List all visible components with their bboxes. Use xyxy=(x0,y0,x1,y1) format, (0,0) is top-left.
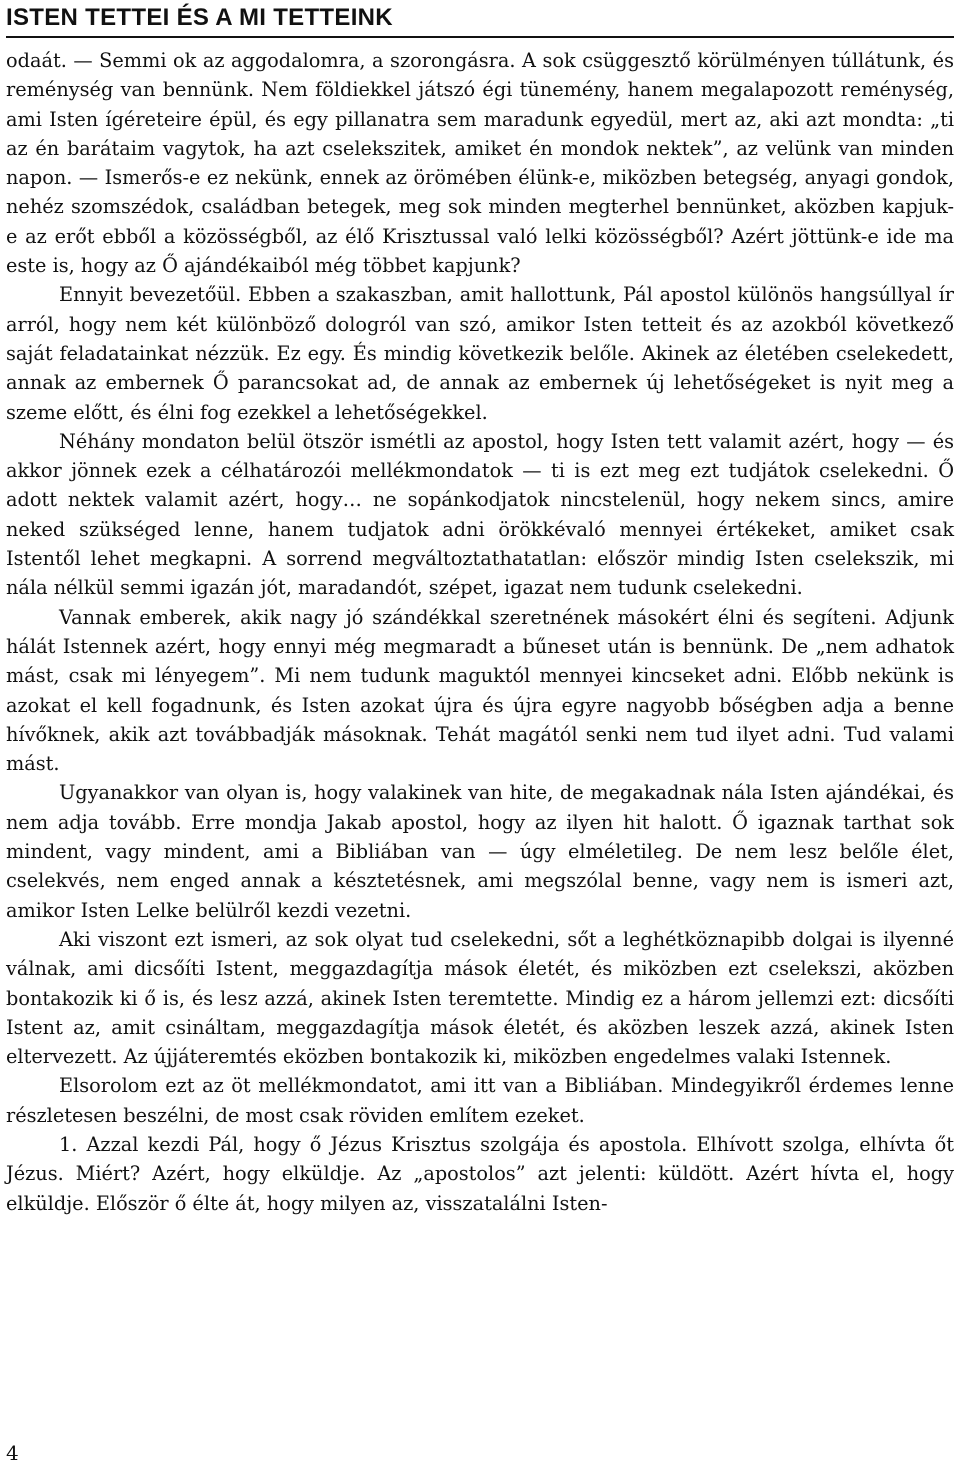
paragraph: Vannak emberek, akik nagy jó szándékkal szeretnének másokért élni és segíteni. Adjunk hálát Istennek azért, hogy ennyi még megmaradt a bűneset után is bennünk. De „nem adhatok mást, csak mi lényegem”. Mi nem tudunk maguktól mennyei kincseket adni. Előbb nekünk is azokat el kell fogadnunk, és Isten azokat újra és újra egyre nagyobb bőségben adja a benne hívőknek, akik azt továbbadják másoknak. Tehát magától senki nem tud ilyet adni. Tud valami mást. xyxy=(6,605,954,776)
paragraph: Néhány mondaton belül ötször ismétli az apostol, hogy Isten tett valamit azért, hogy — és akkor jönnek ezek a célhatározói mellékmondatok — ti is ezt meg ezt tudjátok cselekedni. Ő adott nektek valamit azért, hogy… ne sopánkodjatok nincstelenül, hogy nekem sincs, amire neked szükséged lenne, hanem tudjatok adni örökkévaló mennyei értékeket, amiket csak Istentől lehet megkapni. A sorrend megváltoztathatatlan: először mindig Isten cselekszik, mi nála nélkül semmi igazán jót, maradandót, szépet, igazat nem tudunk cselekedni. xyxy=(6,429,954,600)
paragraph: Ennyit bevezetőül. Ebben a szakaszban, amit hallottunk, Pál apostol különös hangsúllyal ír arról, hogy nem két különböző dologról van szó, amikor Isten tetteit és az azokból következő saját feladatainkat nézzük. Ez egy. És mindig következik belőle. Akinek az életében cselekedett, annak az embernek Ő parancsokat ad, de annak az embernek új lehetőségeket is nyit meg a szeme előtt, és élni fog ezekkel a lehetőségekkel. xyxy=(6,283,954,424)
body-text xyxy=(6,46,954,1218)
paragraph: Elsorolom ezt az öt mellékmondatot, ami itt van a Bibliában. Mindegyikről érdemes lenne részletesen beszélni, de most csak röviden említem ezeket. xyxy=(6,1074,954,1127)
paragraph: odaát. — Semmi ok az aggodalomra, a szorongásra. A sok csüggesztő körülményen túllátunk, és reménység van bennünk. Nem földiekkel játszó égi tünemény, hanem megalapozott reménység, ami Isten ígéreteire épül, és egy pillanatra sem maradunk egyedül, mert az, aki azt mondta: „ti az én barátaim vagytok, ha azt cselekszitek, amiket én mondok nektek”, az velünk van minden napon. — Ismerős-e ez nekünk, ennek az örömében élünk-e, miközben betegség, anyagi gondok, nehéz szomszédok, családban betegek, meg sok minden megterhel bennünket, aközben kapjuk-e az erőt ebből a közösségből, az élő Krisztussal való lelki közösségből? Azért jöttünk-e ide ma este is, hogy az Ő ajándékaiból még többet kapjunk? xyxy=(6,49,954,278)
page-number: 4 xyxy=(6,1441,19,1465)
paragraph: Ugyanakkor van olyan is, hogy valakinek van hite, de megakadnak nála Isten ajándékai, és nem adja tovább. Erre mondja Jakab apostol, hogy az ilyen hit halott. Ő igaznak tarthat sok mindent, vagy mindent, ami a Bibliában van — úgy elméletileg. De nem lesz belőle élet, cselekvés, nem enged annak a késztetésnek, ami megszólal benne, vagy nem is ismeri azt, amikor Isten Lelke belülről kezdi vezetni. xyxy=(6,781,954,922)
paragraph: Aki viszont ezt ismeri, az sok olyat tud cselekedni, sőt a leghétköznapibb dolgai is ilyenné válnak, ami dicsőíti Istent, meggazdagítja mások életét, és miközben ezt cselekszi, aközben bontakozik ki ő is, és lesz azzá, akinek Isten teremtette. Mindig ez a három jellemzi ezt: dicsőíti Istent az, amit csináltam, meggazdagítja mások életét, és aközben leszek azzá, akinek Isten eltervezett. Az újjáteremtés eközben bontakozik ki, miközben engedelmes valaki Istennek. xyxy=(6,927,954,1069)
header-title: ISTEN TETTEI ÉS A MI TETTEINK xyxy=(6,4,393,31)
running-header xyxy=(6,4,954,38)
paragraph: 1. Azzal kezdi Pál, hogy ő Jézus Krisztus szolgája és apostola. Elhívott szolga, elhívta őt Jézus. Miért? Azért, hogy elküldje. Az „apostolos” azt jelenti: küldött. Azért hívta el, hogy elküldje. Először ő élte át, hogy milyen az, visszatalálni Isten- xyxy=(6,1132,954,1215)
